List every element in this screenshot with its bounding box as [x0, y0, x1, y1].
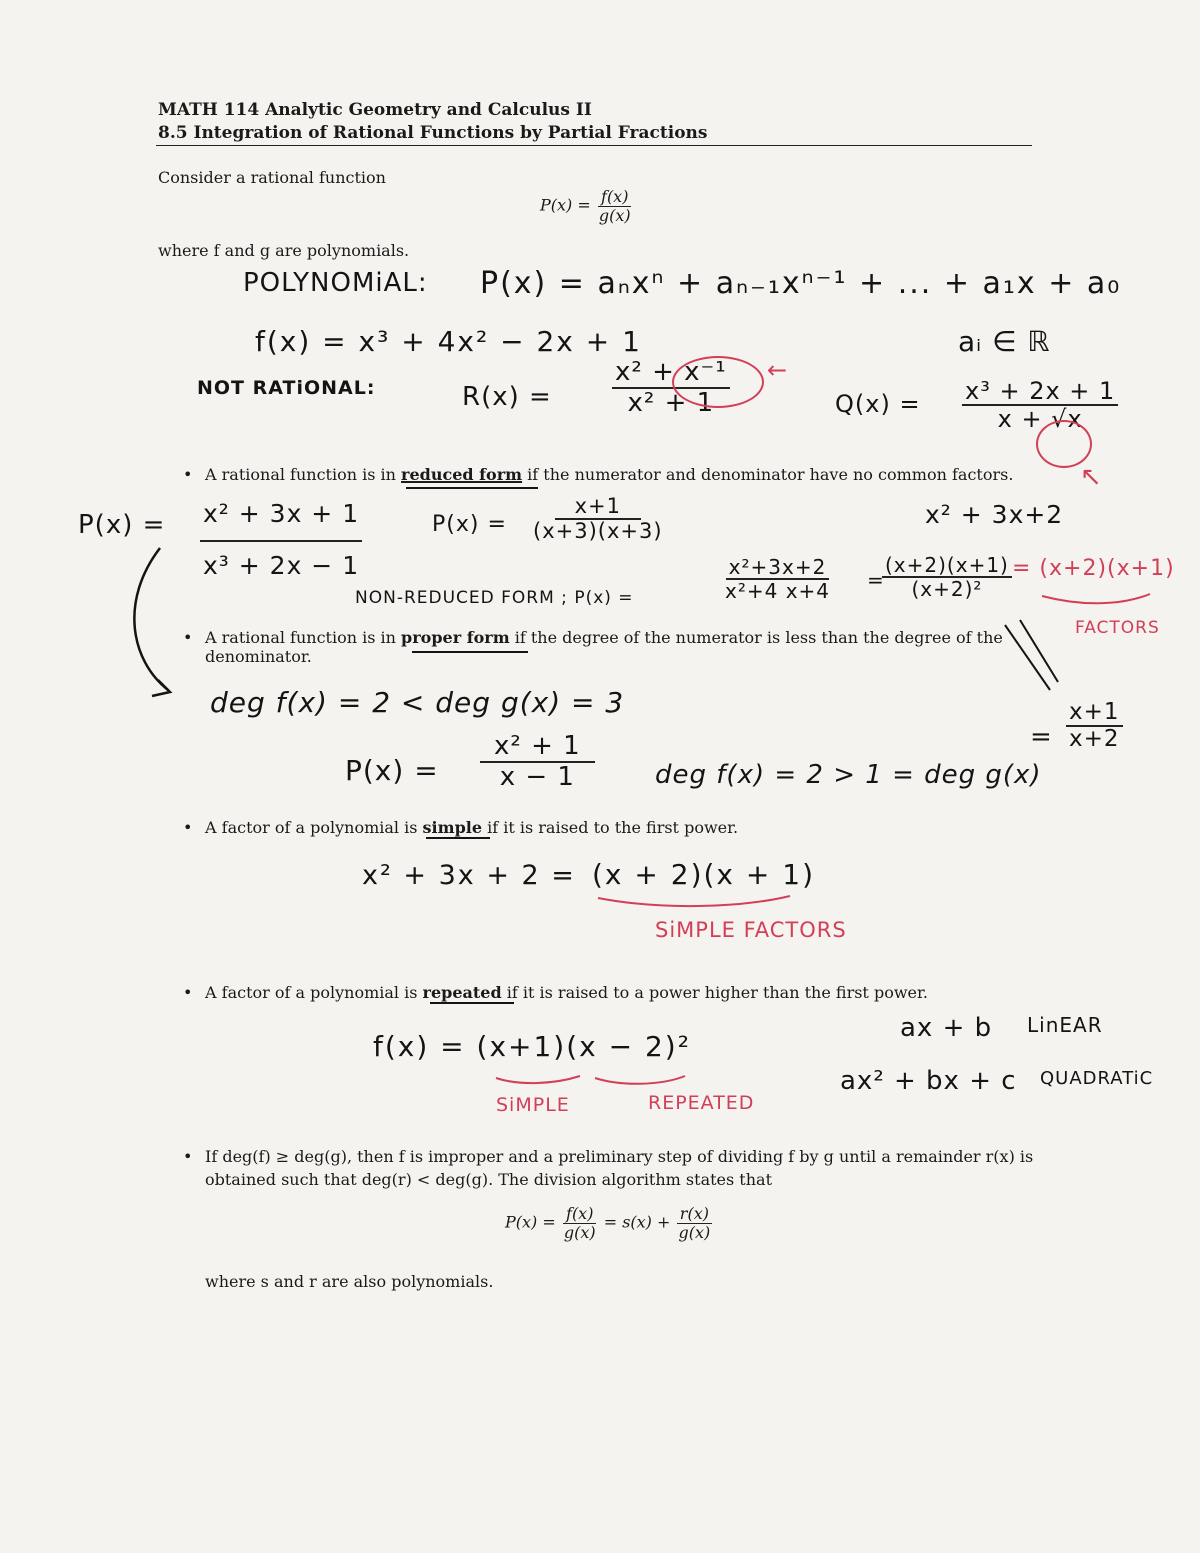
- repeated-expr: f(x) = (x+1)(x − 2)²: [373, 1030, 691, 1063]
- proper-px-fraction: $\frac{\text{x² + 1}}{x - 1}$: [480, 732, 595, 791]
- degree-comparison-2: deg f(x) = 2 > 1 = deg g(x): [655, 760, 1042, 790]
- quadratic-expr: ax² + bx + c: [840, 1066, 1017, 1096]
- arrow-icon: ↖: [1080, 462, 1103, 492]
- where-text: where f and g are polynomials.: [158, 241, 410, 260]
- reduced-example-2: $\frac{x+1}{(x+3)(x+3)}$: [533, 494, 663, 544]
- formula-lhs: P(x) =: [540, 195, 591, 215]
- polynomial-label: POLYNOMiAL:: [243, 268, 428, 298]
- non-reduced-fraction: $\frac{\text{x²+3x+2}}{\text{x²+4 x+4}}$: [725, 555, 831, 603]
- right-numerator: x² + 3x+2: [925, 500, 1064, 529]
- polynomial-example: f(x) = x³ + 4x² − 2x + 1: [255, 325, 642, 358]
- r-lhs: R(x) =: [462, 382, 552, 412]
- q-den: x + √x: [997, 405, 1083, 434]
- q-num: x³ + 2x + 1: [962, 378, 1118, 406]
- degree-comparison: deg f(x) = 2 < deg g(x) = 3: [210, 686, 625, 719]
- red-underline: [496, 1076, 580, 1083]
- result-fraction: $\frac{x+1}{x+2}$: [1066, 700, 1123, 753]
- non-reduced-eq: =: [867, 568, 885, 592]
- px-left-label: P(x) =: [78, 510, 166, 540]
- bullet-reduced-form: • A rational function is in reduced form if the numerator and denominator have no common factors.: [205, 465, 1045, 484]
- section-title: 8.5 Integration of Rational Functions by Partial Fractions: [158, 123, 708, 143]
- bullet-proper-form: • A rational function is in proper form if the degree of the numerator is less than the degree of the denominator.: [205, 628, 1045, 666]
- quadratic-label: QUADRATiC: [1040, 1068, 1154, 1089]
- not-rational-label: NOT RATiONAL:: [197, 377, 376, 399]
- curved-arrow: [134, 548, 168, 690]
- factors-label: FACTORS: [1075, 618, 1160, 638]
- r-den: x² + 1: [627, 387, 715, 418]
- r-num: x² + x⁻¹: [612, 358, 730, 389]
- repeated-label: REPEATED: [648, 1092, 755, 1114]
- simple-factors-label: SiMPLE FACTORS: [655, 918, 847, 942]
- red-underline: [598, 896, 790, 906]
- bullet-repeated: • A factor of a polynomial is repeated if it is raised to a power higher than the first power.: [205, 983, 1045, 1002]
- coefficient-note: aᵢ ∈ ℝ: [958, 325, 1051, 358]
- simple-expr-lhs: x² + 3x + 2 =: [362, 860, 576, 891]
- factored-form: = (x+2)(x+1): [1012, 556, 1175, 581]
- red-underline: [1042, 594, 1150, 603]
- course-title: MATH 114 Analytic Geometry and Calculus II: [158, 100, 592, 120]
- proper-px-lhs: P(x) =: [345, 754, 439, 787]
- polynomial-expr: P(x) = aₙxⁿ + aₙ₋₁xⁿ⁻¹ + ... + a₁x + a₀: [480, 266, 1122, 301]
- reduced-example-1: $\frac{\text{x² + 3x + 1}}{\text{x³ + 2x − 1}}$: [200, 500, 362, 579]
- division-formula: P(x) = $\frac{f(x)}{g(x)}$ = s(x) + $\frac{r(x)}{g(x)}$: [505, 1204, 711, 1242]
- linear-label: LinEAR: [1027, 1013, 1103, 1037]
- formula-num: f(x): [598, 188, 631, 207]
- linear-expr: ax + b: [900, 1013, 993, 1043]
- simple-label: SiMPLE: [496, 1094, 570, 1116]
- non-reduced-label: NON-REDUCED FORM ; P(x) =: [355, 588, 634, 608]
- formula-den: g(x): [598, 205, 631, 225]
- factored-fraction: $\frac{(x+2)(x+1)}{\text{(x+2)²}}$: [882, 554, 1012, 600]
- result-eq: =: [1030, 722, 1053, 752]
- bullet-simple: • A factor of a polynomial is simple if it is raised to the first power.: [205, 818, 1045, 837]
- arrow-head: [152, 680, 170, 696]
- where-sr-text: where s and r are also polynomials.: [205, 1272, 494, 1291]
- red-underline: [595, 1076, 685, 1084]
- intro-text: Consider a rational function: [158, 168, 386, 187]
- reduced-example-2-lhs: P(x) =: [432, 512, 507, 537]
- arrow-icon: ←: [767, 356, 789, 384]
- q-lhs: Q(x) =: [835, 390, 921, 418]
- bullet-improper: • If deg(f) ≥ deg(g), then f is improper and a preliminary step of dividing f by g until a remainder r(x) is obtained such that deg(r) < deg(g). The division algorithm states that: [205, 1145, 1035, 1191]
- simple-expr-rhs: (x + 2)(x + 1): [592, 858, 815, 891]
